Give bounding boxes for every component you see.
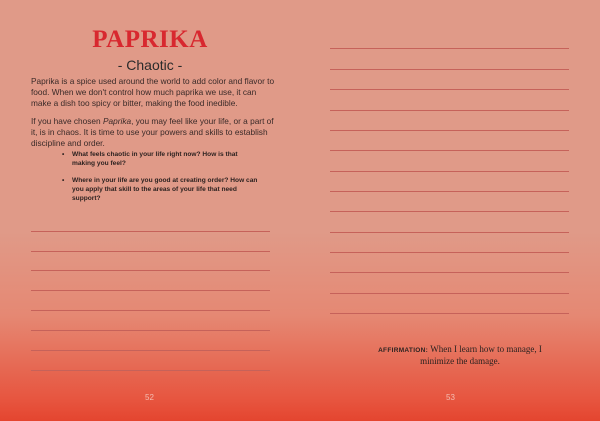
writing-line[interactable] <box>31 310 270 311</box>
page-number: 53 <box>446 393 455 402</box>
prompt-item: • Where in your life are you good at creating order? How can you apply that skill to the areas of your life that need support? <box>62 176 262 203</box>
writing-line[interactable] <box>330 171 569 172</box>
writing-line[interactable] <box>330 232 569 233</box>
writing-line[interactable] <box>31 270 270 271</box>
affirmation-label: AFFIRMATION: <box>378 347 429 354</box>
writing-line[interactable] <box>330 252 569 253</box>
writing-line[interactable] <box>330 48 569 49</box>
writing-line[interactable] <box>31 370 270 371</box>
affirmation <box>365 344 555 367</box>
prompt-item: • What feels chaotic in your life right now? How is that making you feel? <box>62 150 262 168</box>
writing-line[interactable] <box>31 350 270 351</box>
page-number: 52 <box>145 393 154 402</box>
writing-line[interactable] <box>330 110 569 111</box>
writing-line[interactable] <box>330 313 569 314</box>
writing-line[interactable] <box>330 191 569 192</box>
prompt-list <box>62 150 262 211</box>
writing-line[interactable] <box>31 290 270 291</box>
writing-line[interactable] <box>330 69 569 70</box>
writing-line[interactable] <box>31 330 270 331</box>
chosen-paragraph-spice: Paprika <box>102 116 132 126</box>
writing-line[interactable] <box>330 150 569 151</box>
writing-line[interactable] <box>31 231 270 232</box>
chosen-paragraph-start: If you have chosen <box>31 116 103 126</box>
writing-line[interactable] <box>330 293 569 294</box>
chosen-paragraph-end: , you may feel like your life, or a part of it, is in chaos. It is time to use your powers and skills to establish discipline and order. <box>31 116 274 148</box>
writing-line[interactable] <box>330 211 569 212</box>
writing-line[interactable] <box>31 251 270 252</box>
writing-line[interactable] <box>330 130 569 131</box>
page-title: PAPRIKA <box>92 26 208 53</box>
writing-line[interactable] <box>330 272 569 273</box>
chosen-paragraph <box>31 116 276 149</box>
writing-line[interactable] <box>330 89 569 90</box>
affirmation-text: When I learn how to manage, I minimize the damage. <box>420 344 542 366</box>
page-subtitle: - Chaotic - <box>117 57 183 73</box>
intro-paragraph: Paprika is a spice used around the world to add color and flavor to food. When we don't control how much paprika we use, it can make a dish too spicy or bitter, making the food inedible. <box>31 76 275 108</box>
